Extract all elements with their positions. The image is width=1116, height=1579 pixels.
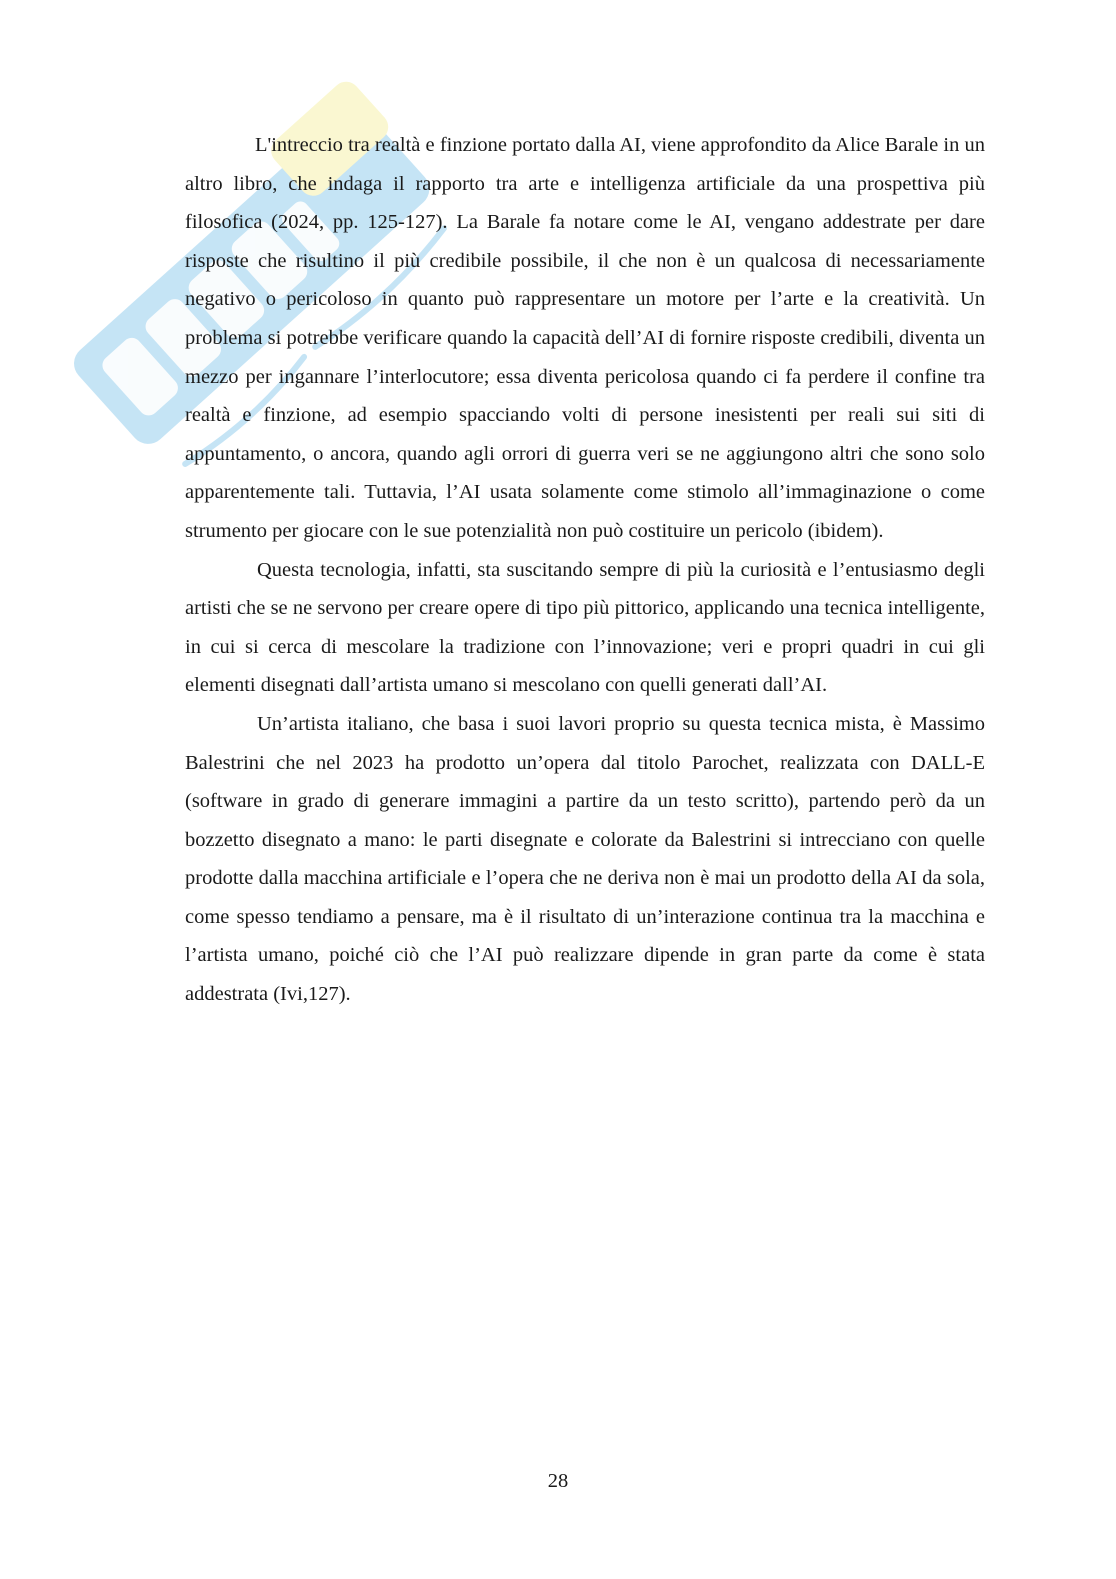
paragraph: Un’artista italiano, che basa i suoi lavori proprio su questa tecnica mista, è Massimo Balestrini che nel 2023 ha prodotto un’opera dal titolo Parochet, realizzata con DALL-E (software in grado di generare immagini a partire da un testo scritto), partendo però da un bozzetto disegnato a mano: le parti disegnate e colorate da Balestrini si intrecciano con quelle prodotte dalla macchina artificiale e l’opera che ne deriva non è mai un prodotto della AI da sola, come spesso tendiamo a pensare, ma è il risultato di un’interazione continua tra la macchina e l’artista umano, poiché ciò che l’AI può realizzare dipende in gran parte da come è stata addestrata (Ivi,127). <box>185 712 985 1006</box>
paragraph: L'intreccio tra realtà e finzione portato dalla AI, viene approfondito da Alice Barale in un altro libro, che indaga il rapporto tra arte e intelligenza artificiale da una prospettiva più filosofica (2024, pp. 125-127). La Barale fa notare come le AI, vengano addestrate per dare risposte che risultino il più credibile possibile, il che non è un qualcosa di necessariamente negativo o pericoloso in quanto può rappresentare un motore per l’arte e la creatività. Un problema si potrebbe verificare quando la capacità dell’AI di fornire risposte credibili, diventa un mezzo per ingannare l’interlocutore; essa diventa pericolosa quando ci fa perdere il confine tra realtà e finzione, ad esempio spacciando volti di persone inesistenti per reali sui siti di appuntamento, o ancora, quando agli orrori di guerra veri se ne aggiungono altri che sono solo apparentemente tali. Tuttavia, l’AI usata solamente come stimolo all’immaginazione o come strumento per giocare con le sue potenzialità non può costituire un pericolo (ibidem). <box>185 134 985 542</box>
body-text <box>185 126 985 1014</box>
paragraph: Questa tecnologia, infatti, sta suscitando sempre di più la curiosità e l’entusiasmo degli artisti che se ne servono per creare opere di tipo più pittorico, applicando una tecnica intelligente, in cui si cerca di mescolare la tradizione con l’innovazione; veri e propri quadri in cui gli elementi disegnati dall’artista umano si mescolano con quelli generati dall’AI. <box>185 558 985 697</box>
page-number: 28 <box>547 1470 569 1492</box>
